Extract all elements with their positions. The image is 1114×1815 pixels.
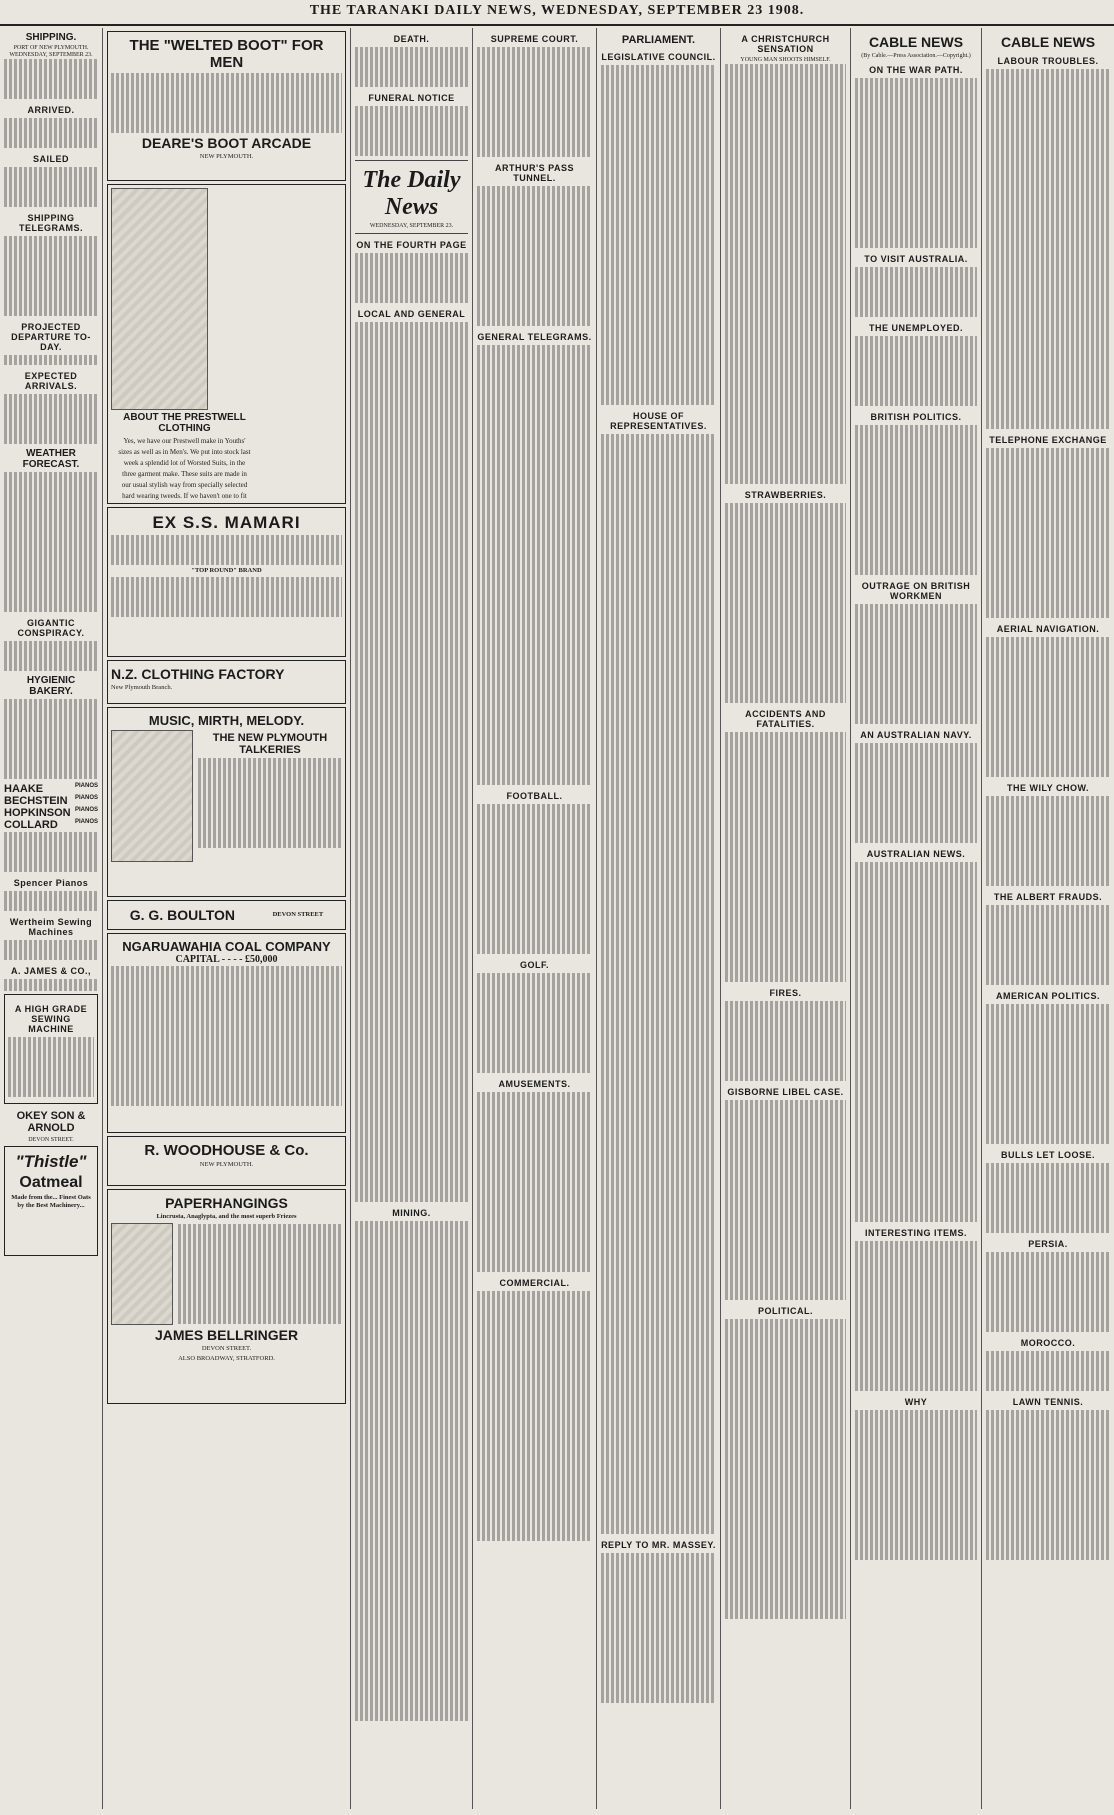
column-cable-news-2 bbox=[982, 28, 1114, 1809]
mamari-title: EX S.S. MAMARI bbox=[152, 513, 301, 532]
expected-heading: EXPECTED ARRIVALS. bbox=[24, 371, 78, 391]
british-heading: BRITISH POLITICS. bbox=[870, 412, 962, 422]
piano-item: HOPKINSON PIANOS bbox=[4, 807, 98, 819]
text-lines bbox=[111, 535, 342, 565]
text-lines bbox=[198, 758, 342, 848]
parliament-heading: PARLIAMENT. bbox=[621, 34, 696, 46]
welted-title: THE "WELTED BOOT" FOR MEN bbox=[129, 37, 324, 71]
text-lines bbox=[986, 1351, 1110, 1391]
woodhouse-sub: NEW PLYMOUTH. bbox=[199, 1161, 254, 1168]
text-lines bbox=[111, 966, 342, 1106]
bellringer-sub: DEVON STREET. bbox=[201, 1345, 252, 1352]
commercial-heading: COMMERCIAL. bbox=[499, 1278, 570, 1288]
golf-heading: GOLF. bbox=[520, 960, 549, 970]
okey-heading: OKEY SON & ARNOLD bbox=[16, 1110, 86, 1134]
football-heading: FOOTBALL. bbox=[506, 791, 563, 801]
text-lines bbox=[855, 1241, 977, 1391]
text-lines bbox=[178, 1224, 342, 1324]
sewing-heading: A HIGH GRADE SEWING MACHINE bbox=[14, 1004, 88, 1034]
music-title: MUSIC, MIRTH, MELODY. bbox=[148, 713, 305, 728]
text-lines bbox=[111, 73, 342, 133]
tennis-heading: LAWN TENNIS. bbox=[1012, 1397, 1084, 1407]
text-lines bbox=[986, 448, 1110, 618]
christchurch-heading: A CHRISTCHURCH SENSATION bbox=[741, 34, 830, 54]
prestwell-text bbox=[111, 410, 252, 504]
prestwell-title: ABOUT THE PRESTWELL CLOTHING bbox=[123, 412, 246, 434]
australia-heading: TO VISIT AUSTRALIA. bbox=[864, 254, 968, 264]
fires-heading: FIRES. bbox=[769, 988, 802, 998]
roll-illustration bbox=[111, 1223, 173, 1325]
piano-list bbox=[4, 783, 98, 831]
deare-sub: NEW PLYMOUTH. bbox=[199, 153, 254, 160]
bakery-heading: HYGIENIC BAKERY. bbox=[26, 675, 76, 697]
departure-heading: PROJECTED DEPARTURE TO-DAY. bbox=[11, 322, 91, 352]
text-lines bbox=[4, 979, 98, 991]
text-lines bbox=[855, 1410, 977, 1560]
daily-news-title: The Daily News bbox=[362, 167, 461, 220]
thistle-ad bbox=[4, 1146, 98, 1256]
fourth-page-heading: ON THE FOURTH PAGE bbox=[356, 240, 467, 250]
masthead: THE TARANAKI DAILY NEWS, WEDNESDAY, SEPTEMBER 23 1908. bbox=[0, 0, 1114, 26]
sewing-machine-ad bbox=[4, 994, 98, 1104]
column-shipping bbox=[0, 28, 103, 1809]
weather-heading: WEATHER FORECAST. bbox=[22, 448, 80, 470]
political-heading: POLITICAL. bbox=[758, 1306, 813, 1316]
piano-item: COLLARD PIANOS bbox=[4, 819, 98, 831]
text-lines bbox=[477, 973, 592, 1073]
boulton-street: DEVON STREET bbox=[272, 911, 324, 918]
text-lines bbox=[477, 47, 592, 157]
text-lines bbox=[986, 1252, 1110, 1332]
text-lines bbox=[986, 1410, 1110, 1560]
american-heading: AMERICAN POLITICS. bbox=[995, 991, 1100, 1001]
cable-sub: (By Cable.—Press Association.—Copyright.) bbox=[861, 53, 971, 59]
text-lines bbox=[4, 699, 98, 779]
column-ads bbox=[103, 28, 351, 1809]
morocco-heading: MOROCCO. bbox=[1020, 1338, 1076, 1348]
column-telegrams bbox=[473, 28, 597, 1809]
text-lines bbox=[4, 472, 98, 612]
paper-title: PAPERHANGINGS bbox=[165, 1195, 288, 1211]
text-lines bbox=[986, 905, 1110, 985]
amusements-heading: AMUSEMENTS. bbox=[498, 1079, 571, 1089]
text-lines bbox=[4, 59, 98, 99]
text-lines bbox=[355, 47, 468, 87]
thistle-sub: Made from the... Finest Oats by the Best Machinery... bbox=[11, 1194, 91, 1209]
albert-heading: THE ALBERT FRAUDS. bbox=[993, 892, 1103, 902]
text-lines bbox=[725, 1001, 846, 1081]
strawberries-heading: STRAWBERRIES. bbox=[744, 490, 827, 500]
bellringer-title: JAMES BELLRINGER bbox=[154, 1327, 299, 1343]
labour-heading: LABOUR TROUBLES. bbox=[997, 56, 1099, 66]
man-figure-illustration bbox=[111, 188, 208, 410]
talkeries-title: THE NEW PLYMOUTH TALKERIES bbox=[212, 732, 328, 756]
interesting-heading: INTERESTING ITEMS. bbox=[864, 1228, 967, 1238]
text-lines bbox=[855, 862, 977, 1222]
dateline: WEDNESDAY, SEPTEMBER 23. bbox=[369, 223, 454, 229]
text-lines bbox=[355, 322, 468, 1202]
welted-boot-ad bbox=[107, 31, 346, 181]
deare-title: DEARE'S BOOT ARCADE bbox=[141, 135, 312, 151]
woodhouse-title: R. WOODHOUSE & Co. bbox=[144, 1142, 309, 1159]
cable-heading: CABLE NEWS bbox=[868, 34, 964, 50]
wertheim-heading: Wertheim Sewing Machines bbox=[9, 917, 93, 937]
text-lines bbox=[725, 1100, 846, 1300]
text-lines bbox=[4, 641, 98, 671]
shipping-heading: SHIPPING. bbox=[25, 32, 77, 43]
christchurch-sub: YOUNG MAN SHOOTS HIMSELF. bbox=[740, 57, 831, 63]
text-lines bbox=[111, 577, 342, 617]
outrage-heading: OUTRAGE ON BRITISH WORKMEN bbox=[861, 581, 971, 601]
reply-heading: REPLY TO MR. MASSEY. bbox=[601, 1540, 716, 1550]
arrived-heading: ARRIVED. bbox=[27, 105, 75, 115]
column-local-news bbox=[351, 28, 473, 1809]
funeral-heading: FUNERAL NOTICE bbox=[368, 93, 455, 103]
text-lines bbox=[855, 743, 977, 843]
text-lines bbox=[725, 1319, 846, 1619]
accidents-heading: ACCIDENTS AND FATALITIES. bbox=[745, 709, 826, 729]
text-lines bbox=[477, 1291, 592, 1541]
text-lines bbox=[601, 434, 716, 1534]
text-lines bbox=[986, 69, 1110, 429]
text-lines bbox=[477, 804, 592, 954]
paper-sub: Lincrusta, Anaglypta, and the most superb Friezes bbox=[156, 1213, 297, 1220]
aerial-heading: AERIAL NAVIGATION. bbox=[996, 624, 1100, 634]
mining-heading: MINING. bbox=[392, 1208, 431, 1218]
supreme-heading: SUPREME COURT. bbox=[490, 34, 579, 44]
council-heading: LEGISLATIVE COUNCIL. bbox=[601, 52, 716, 62]
house-heading: HOUSE OF REPRESENTATIVES. bbox=[610, 411, 707, 431]
navy-heading: AN AUSTRALIAN NAVY. bbox=[860, 730, 972, 740]
text-lines bbox=[4, 394, 98, 444]
ausnews-heading: AUSTRALIAN NEWS. bbox=[866, 849, 966, 859]
text-lines bbox=[855, 336, 977, 406]
persia-heading: PERSIA. bbox=[1028, 1239, 1068, 1249]
local-heading: LOCAL AND GENERAL bbox=[357, 309, 466, 319]
sailed-heading: SAILED bbox=[32, 154, 69, 164]
text-lines bbox=[986, 1004, 1110, 1144]
text-lines bbox=[601, 65, 716, 405]
mamari-ad bbox=[107, 507, 346, 657]
text-lines bbox=[4, 940, 98, 960]
column-sensation bbox=[721, 28, 851, 1809]
paperhangings-ad bbox=[107, 1189, 346, 1404]
text-lines bbox=[477, 345, 592, 785]
text-lines bbox=[725, 732, 846, 982]
arthurs-heading: ARTHUR'S PASS TUNNEL. bbox=[495, 163, 574, 183]
text-lines bbox=[4, 355, 98, 365]
prestwell-body: Yes, we have our Prestwell make in Youths' sizes as well as in Men's. We put into stock last week a splendid lot of Worsted Suits, in the three garment make. These suits are made in our usual stylish way from specially selected hard wearing tweeds. If we haven't one to fit bbox=[118, 437, 251, 500]
edison-portrait bbox=[111, 730, 193, 862]
coal-company-ad bbox=[107, 933, 346, 1133]
james-heading: A. JAMES & CO., bbox=[10, 966, 91, 976]
text-lines bbox=[4, 118, 98, 148]
woodhouse-ad bbox=[107, 1136, 346, 1186]
column-parliament bbox=[597, 28, 721, 1809]
okey-address: DEVON STREET. bbox=[28, 1137, 74, 1143]
text-lines bbox=[4, 891, 98, 911]
text-lines bbox=[725, 64, 846, 484]
prestwell-ad bbox=[107, 184, 346, 504]
text-lines bbox=[986, 637, 1110, 777]
text-lines bbox=[477, 186, 592, 326]
topround-brand: "TOP ROUND" BRAND bbox=[191, 567, 262, 574]
unemployed-heading: THE UNEMPLOYED. bbox=[868, 323, 963, 333]
text-lines bbox=[855, 604, 977, 724]
shipping-date: WEDNESDAY, SEPTEMBER 23. bbox=[9, 52, 93, 58]
talkeries-ad bbox=[107, 707, 346, 897]
text-lines bbox=[855, 425, 977, 575]
conspiracy-heading: GIGANTIC CONSPIRACY. bbox=[17, 618, 85, 638]
telegrams-heading: SHIPPING TELEGRAMS. bbox=[18, 213, 83, 233]
nz-clothing-ad bbox=[107, 660, 346, 704]
text-lines bbox=[725, 503, 846, 703]
bellringer-stratford: ALSO BROADWAY, STRATFORD. bbox=[178, 1355, 275, 1362]
coal-title: NGARUAWAHIA COAL COMPANY bbox=[122, 939, 331, 954]
piano-item: BECHSTEIN PIANOS bbox=[4, 795, 98, 807]
piano-item: HAAKE PIANOS bbox=[4, 783, 98, 795]
oatmeal-title: Oatmeal bbox=[19, 1174, 83, 1191]
text-lines bbox=[4, 167, 98, 207]
death-heading: DEATH. bbox=[393, 34, 430, 44]
text-lines bbox=[4, 236, 98, 316]
text-lines bbox=[355, 106, 468, 156]
text-lines bbox=[355, 253, 468, 303]
coal-capital: CAPITAL - - - - £50,000 bbox=[175, 954, 278, 965]
boulton-name: G. G. BOULTON bbox=[129, 907, 236, 923]
text-lines bbox=[601, 1553, 716, 1703]
boulton-ad bbox=[107, 900, 346, 930]
thistle-title: "Thistle" bbox=[15, 1152, 87, 1171]
why-heading: WHY bbox=[904, 1397, 928, 1407]
spencer-heading: Spencer Pianos bbox=[13, 878, 89, 888]
gisborne-heading: GISBORNE LIBEL CASE. bbox=[727, 1087, 844, 1097]
telephone-heading: TELEPHONE EXCHANGE bbox=[989, 435, 1107, 445]
text-lines bbox=[855, 267, 977, 317]
column-cable-news-1 bbox=[851, 28, 982, 1809]
cable-heading-2: CABLE NEWS bbox=[1000, 34, 1096, 50]
text-lines bbox=[986, 796, 1110, 886]
wily-heading: THE WILY CHOW. bbox=[1006, 783, 1089, 793]
text-lines bbox=[355, 1221, 468, 1721]
text-lines bbox=[477, 1092, 592, 1272]
bulls-heading: BULLS LET LOOSE. bbox=[1000, 1150, 1095, 1160]
text-lines bbox=[855, 78, 977, 248]
general-heading: GENERAL TELEGRAMS. bbox=[477, 332, 592, 342]
text-lines bbox=[986, 1163, 1110, 1233]
nzcf-title: N.Z. CLOTHING FACTORY bbox=[111, 666, 285, 682]
nzcf-sub: New Plymouth Branch. bbox=[111, 684, 173, 691]
warpath-heading: ON THE WAR PATH. bbox=[869, 65, 963, 75]
port-subheading: PORT OF NEW PLYMOUTH. bbox=[13, 45, 89, 51]
text-lines bbox=[4, 832, 98, 872]
text-lines bbox=[8, 1037, 94, 1097]
